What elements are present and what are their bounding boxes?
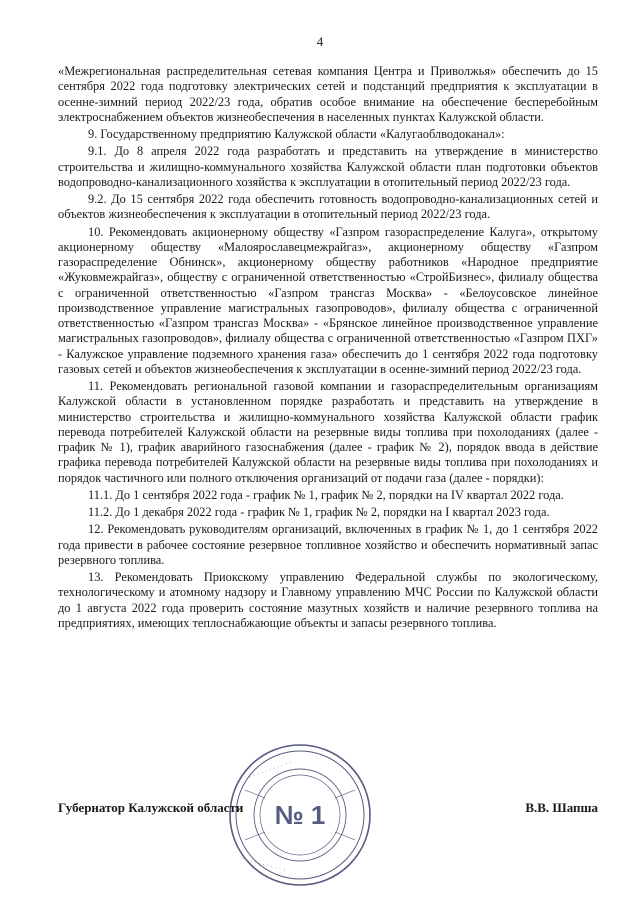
paragraph-12: 12. Рекомендовать руководителям организаций, включенных в график № 1, до 1 сентября 2022 года привести в рабочее состояние резервное топливное хозяйство и обеспечить нормативный запас резервного топлива. [58,522,598,567]
signature-block [58,800,598,824]
signer-name: В.В. Шапша [525,800,598,815]
seal-number: № 1 [274,800,326,830]
paragraph-8-continuation: «Межрегиональная распределительная сетевая компания Центра и Приволжья» обеспечить до 15 сентября 2022 года подготовку электрических сетей и подстанций предприятия к эксплуатации в осенне-зимний период 2022/23 года, обратив особое внимание на обеспечение бесперебойным электроснабжением объектов жизнеобеспечения в населенных пунктах Калужской области. [58,64,598,124]
svg-text:· · · · · · · · · · ·: · · · · · · · · · · · [240,855,287,874]
signer-title: Губернатор Калужской области [58,800,244,815]
paragraph-13: 13. Рекомендовать Приокскому управлению Федеральной службы по экологическому, технологическому и атомному надзору и Главному управлению МЧС России по Калужской области до 1 августа 2022 года проверить состояние мазутных хозяйств и наличие резервного топлива на предприятиях, имеющих теплоснабжающие объекты и запасы резервного топлива. [58,570,598,630]
svg-text:· · · · · · · · · · ·: · · · · · · · · · · · [247,758,293,781]
page-number: 4 [316,34,324,49]
paragraph-9: 9. Государственному предприятию Калужской области «Калугаоблводоканал»: [88,127,505,141]
paragraph-11: 11. Рекомендовать региональной газовой компании и газораспределительным организациям Калужской области в установленном порядке разработать и представить на утверждение в министерство строительства и жилищно-коммунального хозяйства Калужской области график перевода потребителей Калужской области на резервные виды топлива при похолоданиях (далее - график № 1), график аварийного газоснабжения (далее - график № 2), порядок ввода в действие графика перевода потребителей Калужской области на резервные виды топлива при похолоданиях и порядок частичного или полного отключения организаций от подачи газа (далее - порядки): [58,379,598,485]
paragraph-10: 10. Рекомендовать акционерному обществу «Газпром газораспределение Калуга», открытому акционерному обществу «Малоярославецмежрайгаз», акционерному обществу «Газпром газораспределение Обнинск», акционерному обществу работников «Народное предприятие «Жуковмежрайгаз», обществу с ограниченной ответственностью «СтройБизнес», филиалу общества с ограниченной ответственностью «Газпром трансгаз Москва» - «Белоусовское линейное производственное управление магистральных газопроводов», филиалу общества с ограниченной ответственностью «Газпром трансгаз Москва» - «Брянское линейное производственное управление магистральных газопроводов», филиалу общества с ограниченной ответственностью «Газпром ПХГ» - Калужское управление подземного хранения газа» обеспечить до 1 сентября 2022 года подготовку газовых сетей и объектов жизнеобеспечения к эксплуатации в осенне-зимний период 2022/23 года. [58,224,598,376]
paragraph-9-1: 9.1. До 8 апреля 2022 года разработать и представить на утверждение в министерство строительства и жилищно-коммунального хозяйства Калужской области план подготовки объектов водопроводно-канализационного хозяйства к эксплуатации в отопительный период 2022/23 года. [58,144,598,189]
document-body [58,64,598,633]
paragraph-11-2: 11.2. До 1 декабря 2022 года - график № 1, график № 2, порядки на I квартал 2023 года. [88,505,550,519]
paragraph-11-1: 11.1. До 1 сентября 2022 года - график № 1, график № 2, порядки на IV квартал 2022 года. [88,487,564,502]
paragraph-9-2: 9.2. До 15 сентября 2022 года обеспечить готовность водопроводно-канализационных сетей и объектов жизнеобеспечения к эксплуатации в отопительный период 2022/23 года. [58,192,598,222]
